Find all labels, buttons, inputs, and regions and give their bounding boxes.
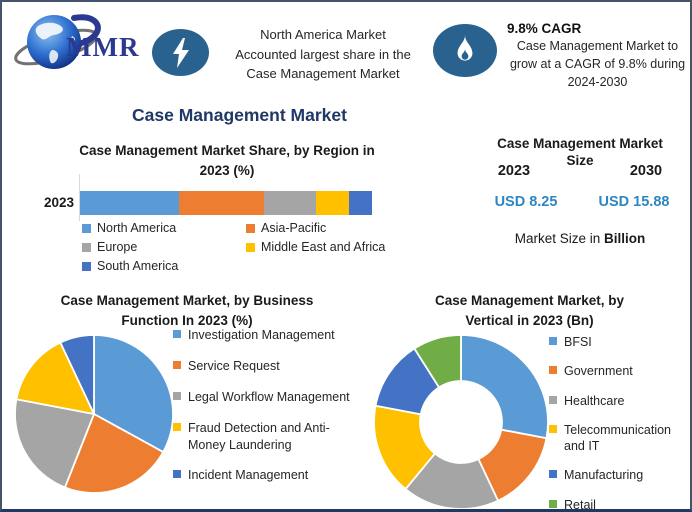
legend-label: Incident Management	[188, 468, 309, 483]
legend-item	[173, 358, 377, 375]
flame-icon	[452, 34, 478, 68]
legend-label: South America	[97, 259, 179, 273]
legend-label: Retail	[564, 497, 596, 512]
region-chart-title	[52, 141, 402, 180]
legend-label: Legal Workflow Management	[188, 389, 350, 404]
legend-item	[82, 221, 246, 235]
legend-label: Healthcare	[564, 393, 625, 408]
region-chart-title-line: Case Management Market Share, by Region in	[79, 143, 375, 158]
legend-item	[549, 422, 689, 455]
legend-swatch	[173, 392, 181, 400]
legend-label: Europe	[97, 240, 138, 254]
region-legend	[82, 221, 385, 273]
legend-label: BFSI	[564, 335, 592, 349]
cagr-block	[507, 21, 688, 91]
legend-swatch	[82, 262, 91, 271]
region-stacked-bar	[80, 191, 372, 215]
region-chart-title-line: 2023 (%)	[199, 162, 255, 178]
cagr-line: 2024-2030	[567, 74, 628, 89]
page-title: Case Management Market	[132, 105, 347, 125]
vertical-chart-title-line: Case Management Market, by	[434, 293, 625, 308]
market-size-year-2030: 2030	[629, 163, 663, 179]
legend-item	[549, 393, 689, 409]
bar-segment	[264, 191, 317, 215]
legend-swatch	[549, 500, 557, 508]
market-size-note-prefix: Market Size in	[514, 231, 601, 246]
header-note-line: North America Market	[260, 27, 386, 42]
market-size-title: Case Management Market	[497, 136, 663, 151]
mmr-logo	[10, 6, 160, 82]
legend-item	[173, 389, 377, 406]
legend-label: Telecommunication and IT	[564, 422, 671, 453]
header-note-line: Case Management Market	[246, 66, 400, 81]
legend-swatch	[549, 396, 557, 404]
vertical-chart-title	[372, 291, 687, 332]
market-size-value-2023: USD 8.25	[494, 194, 558, 210]
legend-item	[173, 420, 377, 454]
legend-item	[82, 259, 246, 273]
bar-segment	[316, 191, 348, 215]
cagr-line: Case Management Market to	[516, 39, 679, 53]
legend-swatch	[549, 425, 557, 433]
function-chart-title	[17, 291, 357, 332]
bar-segment	[349, 191, 372, 215]
cagr-line: grow at a CAGR of 9.8% during	[509, 56, 686, 71]
cagr-heading: 9.8% CAGR	[507, 21, 582, 36]
legend-swatch	[82, 243, 91, 252]
function-chart-title-line: Case Management Market, by Business	[60, 293, 314, 308]
region-chart-category-label: 2023	[43, 195, 74, 210]
function-chart-title-line: Function In 2023 (%)	[121, 313, 253, 329]
legend-item	[549, 363, 689, 379]
flame-badge	[433, 24, 497, 77]
bar-segment	[179, 191, 264, 215]
vertical-chart-title-line: Vertical in 2023 (Bn)	[465, 313, 594, 329]
bar-segment	[80, 191, 179, 215]
vertical-donut-chart	[373, 334, 549, 510]
market-size-panel	[472, 136, 688, 246]
pie-slice	[461, 335, 548, 438]
legend-label: Manufacturing	[564, 468, 644, 483]
market-size-years-row	[472, 152, 688, 179]
cagr-text	[507, 38, 688, 91]
legend-label: Asia-Pacific	[261, 221, 327, 235]
legend-item	[549, 334, 689, 350]
legend-item	[246, 240, 385, 254]
vertical-legend	[549, 334, 689, 512]
legend-swatch	[246, 243, 255, 252]
market-size-values-row	[472, 194, 688, 210]
lightning-icon	[169, 37, 193, 69]
legend-item	[549, 497, 689, 512]
legend-swatch	[173, 361, 181, 369]
legend-swatch	[82, 224, 91, 233]
legend-label: Fraud Detection and Anti-Money Laundering	[188, 420, 330, 452]
logo-wordmark: MMR	[66, 32, 140, 62]
market-size-value-2030: USD 15.88	[598, 194, 670, 210]
market-size-note-unit: Billion	[604, 231, 646, 246]
legend-swatch	[173, 423, 181, 431]
market-size-year-2023: 2023	[497, 163, 531, 179]
legend-label: Government	[564, 364, 633, 379]
legend-swatch	[549, 470, 557, 478]
legend-swatch	[549, 366, 557, 374]
legend-item	[549, 467, 689, 483]
legend-swatch	[549, 337, 557, 345]
legend-label: Investigation Management	[188, 328, 335, 342]
market-size-title-word: Size	[566, 153, 594, 168]
legend-item	[246, 221, 385, 235]
legend-swatch	[173, 470, 181, 478]
legend-item	[173, 327, 377, 344]
market-size-note	[472, 231, 688, 246]
lightning-badge	[152, 29, 209, 76]
function-legend	[173, 327, 377, 498]
legend-label: Middle East and Africa	[261, 240, 386, 254]
legend-swatch	[246, 224, 255, 233]
legend-item	[82, 240, 246, 254]
business-function-pie-chart	[10, 329, 178, 499]
header-note	[212, 25, 434, 84]
legend-label: North America	[97, 221, 177, 235]
header-note-line: Accounted largest share in the	[235, 46, 411, 62]
legend-swatch	[173, 330, 181, 338]
legend-label: Service Request	[188, 358, 280, 373]
legend-item	[173, 467, 377, 484]
